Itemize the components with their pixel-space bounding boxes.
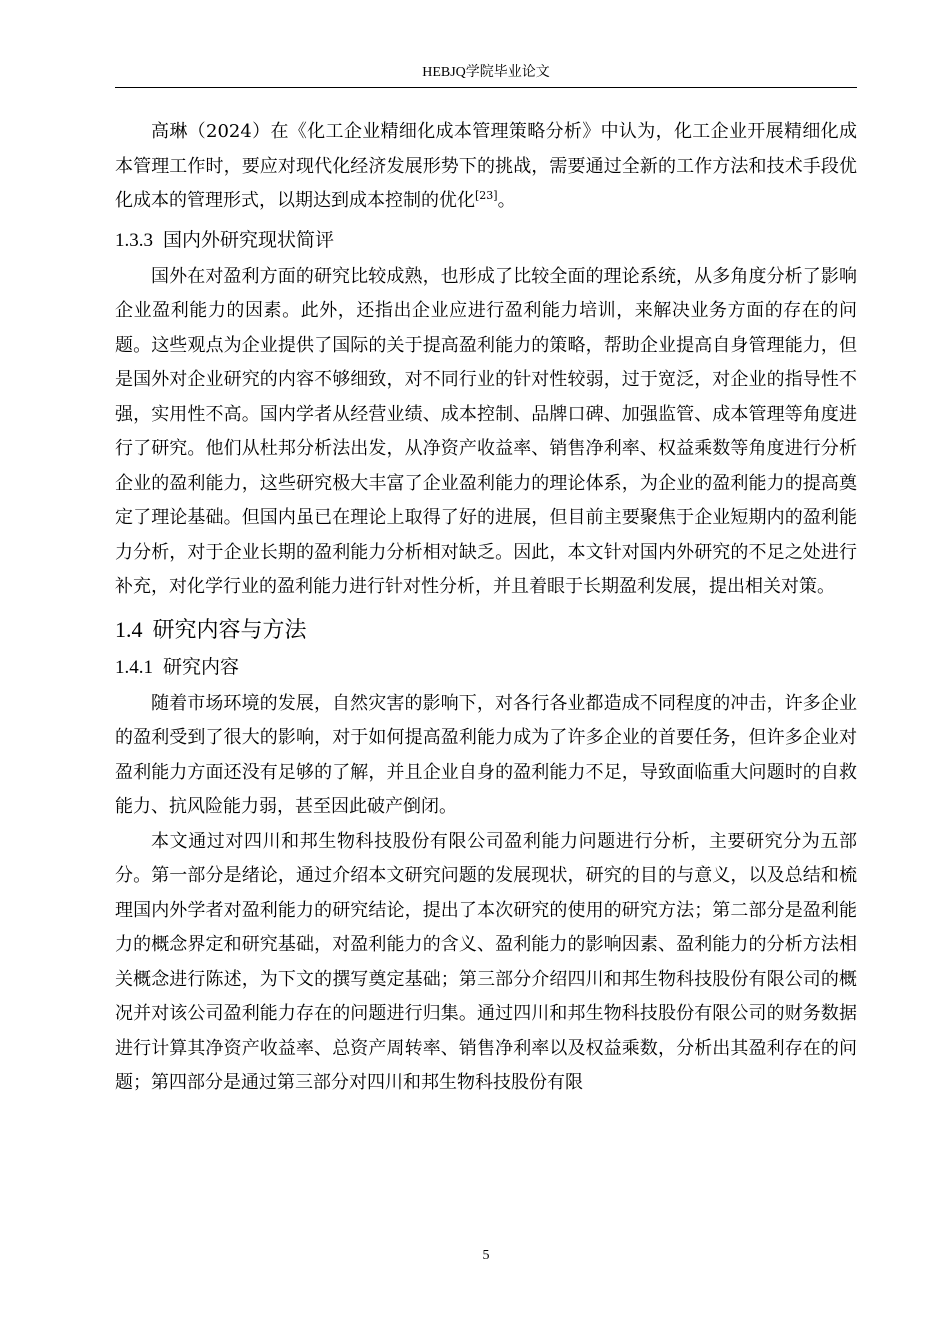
heading-1-3-3-title: 国内外研究现状简评 xyxy=(163,228,335,251)
paragraph-gaolin-end: 。 xyxy=(497,190,516,211)
heading-1-4-1-number: 1.4.1 xyxy=(115,656,153,678)
heading-1-3-3 xyxy=(115,227,857,254)
header-rule xyxy=(115,87,857,88)
page-number: 5 xyxy=(482,1248,490,1263)
heading-1-4-1 xyxy=(115,654,857,681)
paragraph-gaolin xyxy=(115,115,857,219)
running-header: HEBJQ学院毕业论文 xyxy=(422,65,550,80)
heading-1-4-1-title: 研究内容 xyxy=(163,655,240,678)
heading-1-3-3-number: 1.3.3 xyxy=(115,229,153,251)
heading-1-4 xyxy=(115,615,857,646)
paragraph-review: 国外在对盈利方面的研究比较成熟，也形成了比较全面的理论系统，从多角度分析了影响企业盈利能力的因素。此外，还指出企业应进行盈利能力培训，来解决业务方面的存在的问题。这些观点为企业提供了国际的关于提高盈利能力的策略，帮助企业提高自身管理能力，但是国外对企业研究的内容不够细致，对不同行业的针对性较弱，过于宽泛，对企业的指导性不强，实用性不高。国内学者从经营业绩、成本控制、品牌口碑、加强监管、成本管理等角度进行了研究。他们从杜邦分析法出发，从净资产收益率、销售净利率、权益乘数等角度进行分析企业的盈利能力，这些研究极大丰富了企业盈利能力的理论体系，为企业的盈利能力的提高奠定了理论基础。但国内虽已在理论上取得了好的进展，但目前主要聚焦于企业短期内的盈利能力分析，对于企业长期的盈利能力分析相对缺乏。因此，本文针对国内外研究的不足之处进行补充，对化学行业的盈利能力进行针对性分析，并且着眼于长期盈利发展，提出相关对策。 xyxy=(115,265,857,597)
paragraph-gaolin-text: 高琳（2024）在《化工企业精细化成本管理策略分析》中认为，化工企业开展精细化成本管理工作时，要应对现代化经济发展形势下的挑战，需要通过全新的工作方法和技术手段优化成本的管理形式，以期达到成本控制的优化 xyxy=(115,121,857,211)
page-body xyxy=(115,115,857,1101)
heading-1-4-number: 1.4 xyxy=(115,616,143,642)
citation-23[interactable]: [23] xyxy=(475,189,498,202)
paragraph-market: 随着市场环境的发展，自然灾害的影响下，对各行各业都造成不同程度的冲击，许多企业的盈利受到了很大的影响，对于如何提高盈利能力成为了许多企业的首要任务，但许多企业对盈利能力方面还没有足够的了解，并且企业自身的盈利能力不足，导致面临重大问题时的自救能力、抗风险能力弱，甚至因此破产倒闭。 xyxy=(115,692,857,817)
paragraph-structure: 本文通过对四川和邦生物科技股份有限公司盈利能力问题进行分析，主要研究分为五部分。第一部分是绪论，通过介绍本文研究问题的发展现状，研究的目的与意义，以及总结和梳理国内外学者对盈利能力的研究结论，提出了本次研究的使用的研究方法；第二部分是盈利能力的概念界定和研究基础，对盈利能力的含义、盈利能力的影响因素、盈利能力的分析方法相关概念进行陈述，为下文的撰写奠定基础；第三部分介绍四川和邦生物科技股份有限公司的概况并对该公司盈利能力存在的问题进行归集。通过四川和邦生物科技股份有限公司的财务数据进行计算其净资产收益率、总资产周转率、销售净利率以及权益乘数，分析出其盈利存在的问题；第四部分是通过第三部分对四川和邦生物科技股份有限 xyxy=(115,830,857,1093)
heading-1-4-title: 研究内容与方法 xyxy=(152,617,307,643)
